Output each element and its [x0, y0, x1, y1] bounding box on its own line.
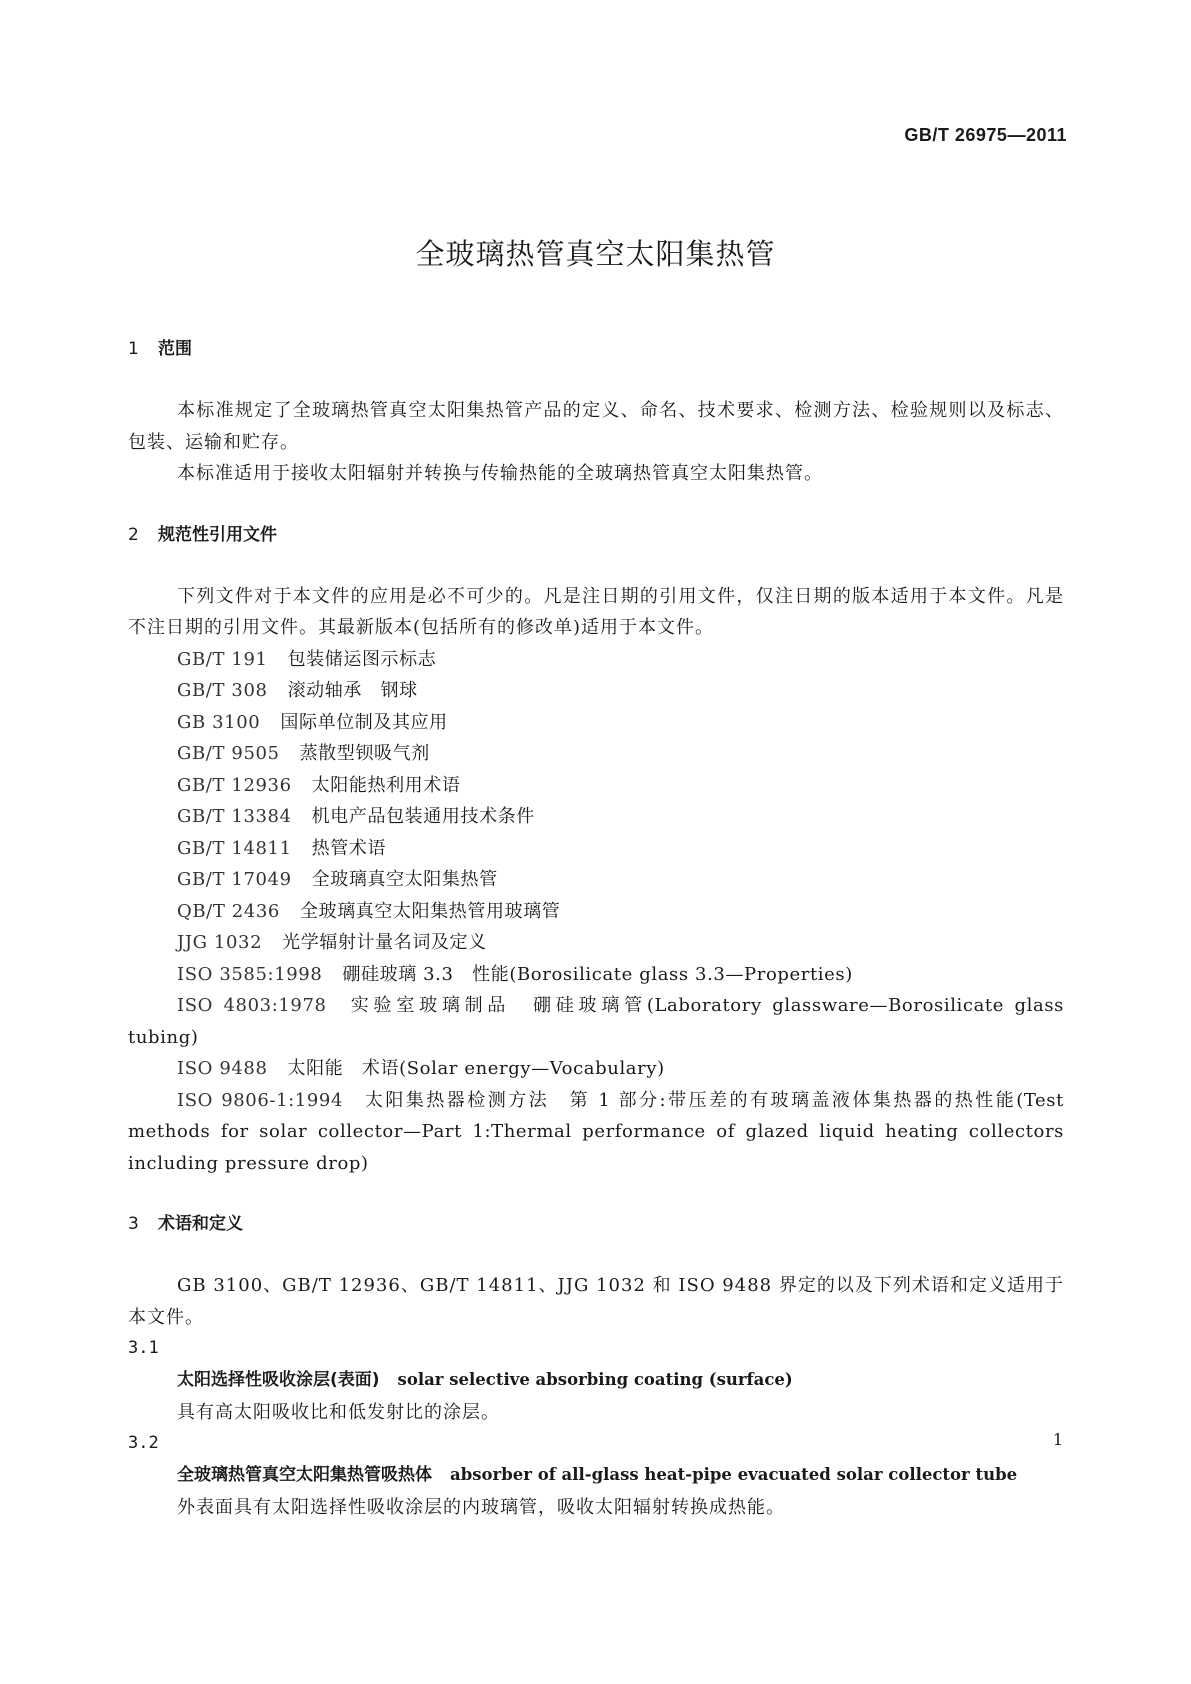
reference-code: ISO 4803:1978	[177, 995, 327, 1016]
reference-title: 实验室玻璃制品 硼硅玻璃管(Laboratory glassware—Borosilicate glass tubing)	[128, 995, 1064, 1048]
term-en: solar selective absorbing coating (surface)	[397, 1370, 793, 1389]
document-body	[128, 334, 1064, 1523]
reference-code: GB/T 14811	[177, 837, 292, 859]
term-definition: 外表面具有太阳选择性吸收涂层的内玻璃管，吸收太阳辐射转换成热能。	[177, 1496, 785, 1518]
section-3-heading	[128, 1209, 1064, 1240]
document-title: 全玻璃热管真空太阳集热管	[415, 237, 776, 271]
reference-item	[128, 959, 1064, 991]
reference-title: 蒸散型钡吸气剂	[299, 743, 430, 764]
reference-code: GB/T 9505	[177, 743, 280, 764]
section-title: 术语和定义	[158, 1214, 243, 1234]
term-heading	[128, 1364, 1064, 1397]
reference-title: 全玻璃真空太阳集热管用玻璃管	[300, 900, 561, 922]
term-en: absorber of all-glass heat-pipe evacuated solar collector tube	[450, 1465, 1018, 1484]
term-number: 3.2	[128, 1433, 159, 1453]
terms-intro: GB 3100、GB/T 12936、GB/T 14811、JJG 1032 和 ISO 9488 界定的以及下列术语和定义适用于本文件。	[128, 1275, 1064, 1328]
scope-paragraph-1: 本标准规定了全玻璃热管真空太阳集热管产品的定义、命名、技术要求、检测方法、检验规则以及标志、包装、运输和贮存。	[128, 400, 1064, 453]
reference-code: GB 3100	[177, 711, 261, 733]
reference-title: 太阳能热利用术语	[311, 774, 461, 796]
reference-code: GB/T 17049	[177, 869, 292, 890]
reference-code: QB/T 2436	[177, 900, 280, 922]
reference-title: 太阳集热器检测方法 第 1 部分:带压差的有玻璃盖液体集热器的热性能(Test methods for solar collector—Part 1:Thermal performance of glazed liquid heating collectors including pressure drop)	[128, 1089, 1064, 1174]
reference-item	[128, 770, 1064, 802]
term-zh: 太阳选择性吸收涂层(表面)	[177, 1370, 380, 1390]
reference-code: GB/T 12936	[177, 774, 292, 796]
reference-code: ISO 9488	[177, 1058, 268, 1079]
page-number: 1	[1052, 1430, 1063, 1449]
reference-title: 光学辐射计量名词及定义	[282, 932, 487, 953]
reference-item	[128, 1053, 1064, 1085]
term-definition: 具有高太阳吸收比和低发射比的涂层。	[177, 1401, 500, 1423]
reference-title: 国际单位制及其应用	[280, 711, 448, 733]
section-title: 范围	[158, 339, 192, 359]
section-number: 2	[128, 524, 139, 545]
reference-item	[128, 927, 1064, 959]
reference-title: 包装储运图示标志	[287, 648, 437, 670]
reference-item	[128, 990, 1064, 1053]
reference-title: 硼硅玻璃 3.3 性能(Borosilicate glass 3.3—Properties)	[342, 963, 853, 985]
reference-item	[128, 1085, 1064, 1180]
reference-item	[128, 644, 1064, 676]
section-number: 3	[128, 1214, 139, 1234]
reference-title: 机电产品包装通用技术条件	[311, 806, 535, 827]
reference-code: GB/T 191	[177, 648, 268, 670]
reference-title: 太阳能 术语(Solar energy—Vocabulary)	[287, 1058, 665, 1079]
reference-item	[128, 801, 1064, 833]
section-title: 规范性引用文件	[158, 524, 277, 545]
section-2-heading	[128, 520, 1064, 551]
reference-code: GB/T 308	[177, 680, 268, 701]
reference-code: ISO 9806-1:1994	[177, 1089, 344, 1111]
reference-title: 全玻璃真空太阳集热管	[311, 869, 498, 890]
reference-item	[128, 833, 1064, 865]
section-number: 1	[128, 339, 139, 359]
references-intro: 下列文件对于本文件的应用是必不可少的。凡是注日期的引用文件，仅注日期的版本适用于本文件。凡是不注日期的引用文件。其最新版本(包括所有的修改单)适用于本文件。	[128, 585, 1064, 638]
reference-item	[128, 738, 1064, 770]
reference-code: ISO 3585:1998	[177, 963, 323, 985]
reference-code: GB/T 13384	[177, 806, 292, 827]
reference-item	[128, 675, 1064, 707]
section-1-heading	[128, 334, 1064, 365]
reference-title: 滚动轴承 钢球	[287, 680, 418, 701]
reference-item	[128, 864, 1064, 896]
reference-item	[128, 896, 1064, 928]
term-number: 3.1	[128, 1338, 159, 1358]
reference-item	[128, 707, 1064, 739]
term-zh: 全玻璃热管真空太阳集热管吸热体	[177, 1465, 432, 1485]
reference-code: JJG 1032	[177, 932, 263, 953]
scope-paragraph-2: 本标准适用于接收太阳辐射并转换与传输热能的全玻璃热管真空太阳集热管。	[177, 463, 823, 484]
term-heading	[128, 1459, 1064, 1492]
document-code: GB/T 26975—2011	[904, 125, 1067, 145]
reference-title: 热管术语	[311, 837, 387, 859]
